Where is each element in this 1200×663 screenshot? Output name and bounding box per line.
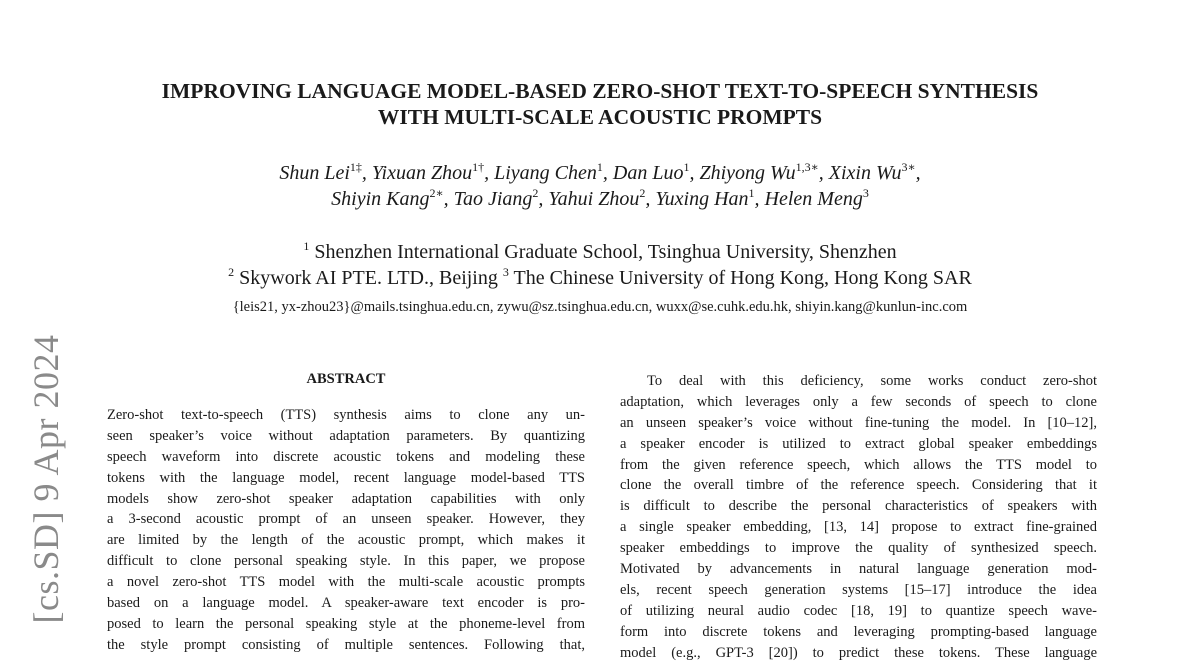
- intro-line: a speaker encoder is utilized to extract global speaker embeddings: [620, 435, 1097, 452]
- author-name: Xixin Wu: [828, 162, 902, 184]
- abstract-line: the style prompt consisting of multiple sentences. Following that,: [107, 636, 585, 653]
- author-affiliation-marker: 2: [532, 186, 539, 200]
- author: Liyang Chen$^1$,: [494, 160, 613, 184]
- abstract-line: based on a language model. A speaker-aware text encoder is pro-: [107, 595, 585, 612]
- intro-line: Motivated by advancements in natural language generation mod-: [620, 561, 1097, 578]
- intro-line: To deal with this deficiency, some works conduct zero-shot: [647, 373, 1097, 389]
- author-name: Shiyin Kang: [331, 188, 430, 210]
- author: Dan Luo$^1$,: [612, 160, 700, 184]
- author-affiliation-marker: 2∗: [429, 186, 444, 200]
- author-name: Shun Lei: [279, 162, 350, 184]
- intro-line: from the given reference speech, which allows the TTS model to: [620, 456, 1097, 473]
- intro-line: of utilizing neural audio codec [18, 19] to quantize speech wave-: [620, 602, 1097, 619]
- author-affiliation-marker: 1‡: [349, 160, 362, 174]
- author: Yuxing Han$^1$,: [655, 186, 765, 210]
- abstract-heading: ABSTRACT: [306, 371, 386, 387]
- author-name: Zhiyong Wu: [699, 162, 796, 184]
- author: Zhiyong $Wu^{1,3∗}$,: [699, 160, 829, 184]
- intro-line: form into discrete tokens and leveraging prompting-based language: [620, 623, 1097, 640]
- title-line: WITH MULTI-SCALE ACOUSTIC PROMPTS: [377, 105, 823, 129]
- author-name: Helen Meng: [764, 188, 863, 210]
- author-affiliation-marker: 1: [596, 160, 603, 174]
- author: [765, 188, 869, 210]
- affiliation-marker: 3: [502, 265, 509, 279]
- intro-line: an unseen speaker’s voice without fine-tuning the model. In [10–12],: [620, 414, 1097, 431]
- author-affiliation-marker: 1: [748, 186, 755, 200]
- author: Tao Jiang$^2$,: [453, 186, 549, 210]
- arxiv-stamp-text: [cs.SD] 9 Apr 2024: [26, 334, 66, 624]
- author-name: Liyang Chen: [494, 162, 597, 184]
- intro-line: clone the overall timbre of the reference speech. Considering that it: [620, 477, 1097, 494]
- abstract-line: tokens with the language model, recent language model-based TTS: [107, 469, 585, 486]
- intro-line: els, recent speech generation systems [15–17] introduce the idea: [620, 581, 1097, 598]
- affiliation-line-2: [80, 265, 1120, 291]
- affiliation-text: The Chinese University of Hong Kong, Hong Kong SAR: [508, 267, 972, 289]
- author-emails: {leis21, yx-zhou23}@mails.tsinghua.edu.cn, zywu@sz.tsinghua.edu.cn, wuxx@se.cuhk.edu.hk, shiyin.kang@kunlun-inc.com: [232, 299, 968, 315]
- title-line: IMPROVING LANGUAGE MODEL-BASED ZERO-SHOT TEXT-TO-SPEECH SYNTHESIS: [161, 79, 1039, 103]
- author-name: Yuxing Han: [655, 188, 749, 210]
- author: Yahui Zhou$^2$,: [548, 186, 656, 210]
- intro-line: a single speaker embedding, [13, 14] propose to extract fine-grained: [620, 519, 1097, 536]
- author: Shun Lei$^{1\ddagger}$,: [279, 160, 372, 184]
- abstract-line: posed to learn the personal speaking style at the phoneme-level from: [107, 615, 585, 632]
- intro-line: adaptation, which leverages only a few seconds of speech to clone: [620, 393, 1097, 410]
- affiliation-line-1: [80, 239, 1120, 265]
- author-affiliation-marker: 3: [862, 186, 869, 200]
- abstract-line: speech waveform into discrete acoustic tokens and modeling these: [107, 448, 585, 465]
- affiliation-text: Skywork AI PTE. LTD., Beijing: [234, 267, 503, 289]
- abstract-line: a novel zero-shot TTS model with the multi-scale acoustic prompts: [107, 574, 585, 591]
- author-name: Tao Jiang: [453, 188, 533, 210]
- author-affiliation-marker: 1,3∗: [795, 160, 819, 174]
- author: Shiyin Kang$^{2∗}$,: [331, 186, 454, 210]
- arxiv-stamp: [22, 320, 70, 638]
- author-line: [80, 186, 1120, 212]
- abstract-line: difficult to clone personal speaking style. In this paper, we propose: [107, 553, 585, 570]
- affiliation-text: Shenzhen International Graduate School, Tsinghua University, Shenzhen: [309, 241, 897, 263]
- introduction-body: [620, 371, 1097, 663]
- author-name: Dan Luo: [612, 162, 684, 184]
- author-name: Yahui Zhou: [548, 188, 640, 210]
- abstract-line: are limited by the length of the acoustic prompt, which makes it: [107, 532, 585, 549]
- affiliation-marker: 1: [303, 239, 310, 253]
- intro-line: model (e.g., GPT-3 [20]) to predict these tokens. These language: [620, 644, 1097, 661]
- abstract-line: a 3-second acoustic prompt of an unseen speaker. However, they: [107, 511, 585, 528]
- author-affiliation-marker: 1†: [472, 160, 485, 174]
- affiliations: [80, 239, 1120, 291]
- author-affiliation-marker: 3∗: [901, 160, 916, 174]
- paper-title: [80, 78, 1120, 130]
- intro-line: speaker embeddings to improve the quality of synthesized speech.: [620, 540, 1097, 557]
- author: Xixin $Wu^{3∗}$,: [828, 160, 921, 184]
- author: Yixuan Zhou$^{1\dagger}$,: [371, 160, 495, 184]
- abstract-line: Zero-shot text-to-speech (TTS) synthesis aims to clone any un-: [107, 407, 585, 423]
- author-line: [80, 160, 1120, 186]
- author-name: Yixuan Zhou: [371, 162, 473, 184]
- author-list: [80, 160, 1120, 212]
- author-affiliation-marker: 2: [639, 186, 646, 200]
- abstract-line: models show zero-shot speaker adaptation capabilities with only: [107, 490, 585, 507]
- intro-line: is difficult to describe the personal characteristics of speakers with: [620, 498, 1097, 515]
- affiliation-marker: 2: [228, 265, 235, 279]
- abstract-body: [107, 405, 585, 656]
- abstract-line: seen speaker’s voice without adaptation parameters. By quantizing: [107, 427, 585, 444]
- author-affiliation-marker: 1: [683, 160, 690, 174]
